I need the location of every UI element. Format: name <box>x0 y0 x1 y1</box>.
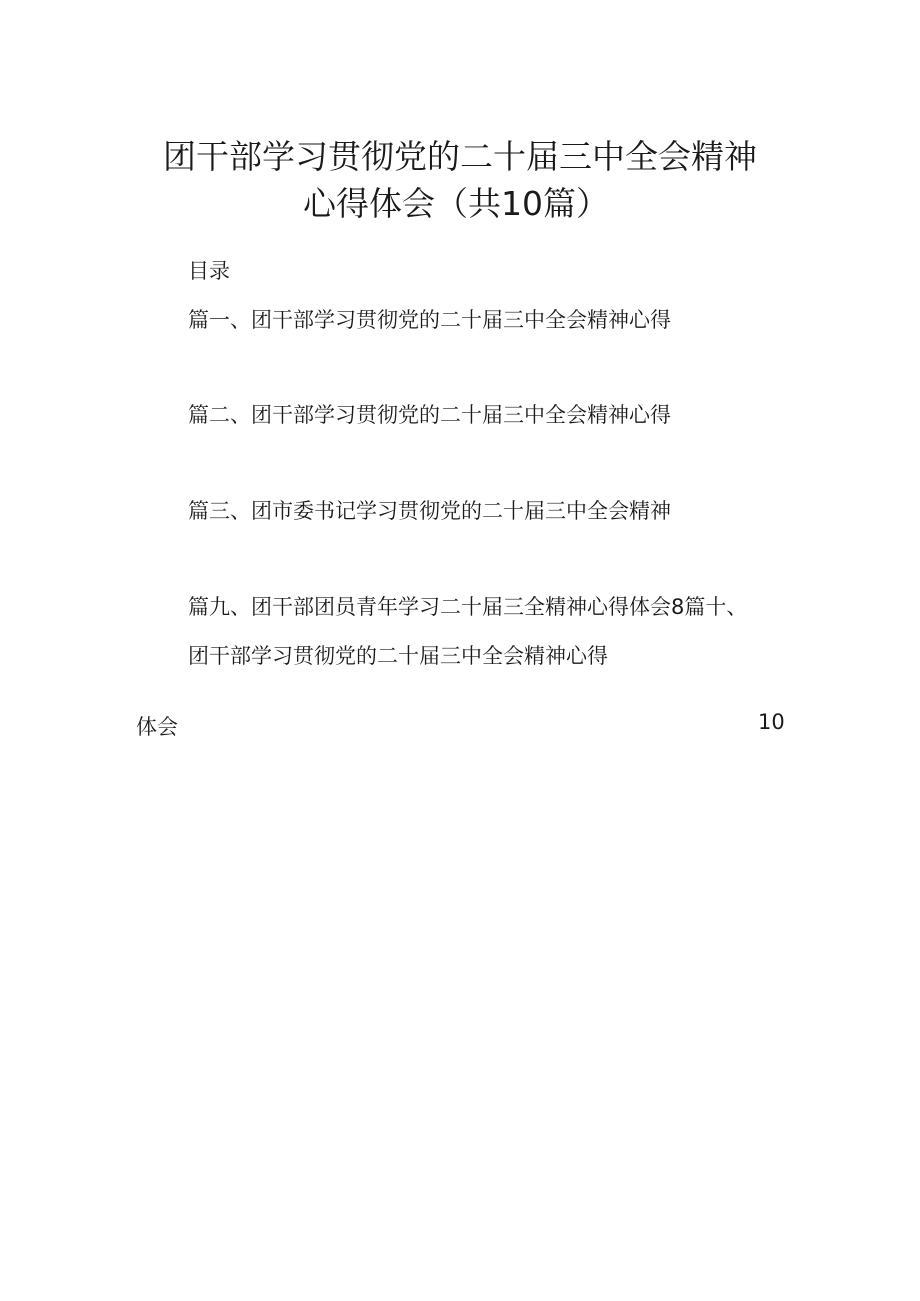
toc-tail-text: 体会 <box>136 715 178 739</box>
document-title-line-2: 心得体会（共10篇） <box>303 184 609 223</box>
toc-heading: 目录 <box>188 259 230 283</box>
toc-item-10: 团干部学习贯彻党的二十届三中全会精神心得 <box>188 644 608 668</box>
toc-page-number: 10 <box>758 710 785 734</box>
toc-item-1: 篇一、团干部学习贯彻党的二十届三中全会精神心得 <box>188 308 671 332</box>
toc-item-9: 篇九、团干部团员青年学习二十届三全精神心得体会8篇十、 <box>188 595 748 619</box>
toc-item-2: 篇二、团干部学习贯彻党的二十届三中全会精神心得 <box>188 403 671 427</box>
toc-item-3: 篇三、团市委书记学习贯彻党的二十届三中全会精神 <box>188 499 671 523</box>
document-title-line-1: 团干部学习贯彻党的二十届三中全会精神 <box>163 137 757 176</box>
